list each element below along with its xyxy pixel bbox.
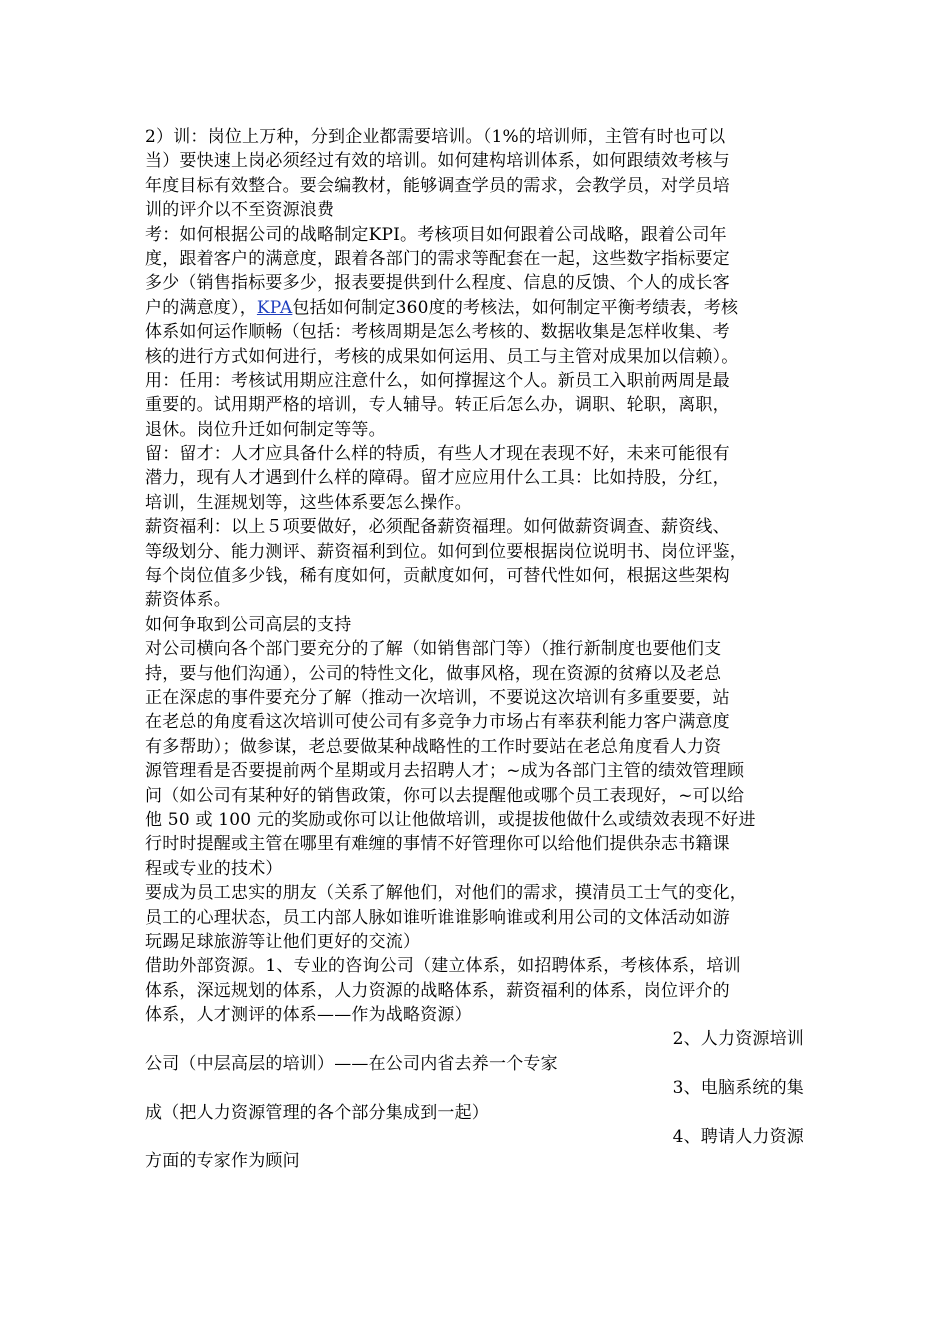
text-line: 薪资体系。 [145, 590, 231, 611]
text-line: 有多帮助）；做参谋，老总要做某种战略性的工作时要站在老总角度看人力资 [145, 736, 722, 757]
text-line: 年度目标有效整合。要会编教材，能够调查学员的需求，会教学员，对学员培 [145, 175, 730, 196]
paragraph-assessment [145, 223, 810, 369]
paragraph-heading-support [145, 613, 810, 637]
text-line: 度，跟着客户的满意度，跟着各部门的需求等配套在一起，这些数字指标要定 [145, 248, 730, 269]
text-line: 核的进行方式如何进行，考核的成果如何运用、员工与主管对成果加以信赖）。 [145, 346, 739, 367]
paragraph-employee-friend [145, 881, 810, 954]
paragraph-training [145, 125, 810, 223]
text-line: 玩踢足球旅游等让他们更好的交流） [145, 931, 421, 952]
list-item-hr-consultant [145, 1125, 810, 1174]
list-item-computer-system [145, 1076, 810, 1125]
paragraph-retention [145, 442, 810, 515]
list-item-tail: 成（把人力资源管理的各个部分集成到一起） [145, 1102, 489, 1123]
text-line: 员工的心理状态，员工内部人脉如谁听谁谁影响谁或利用公司的文体活动如游 [145, 907, 730, 928]
text-line: 源管理看是否要提前两个星期或月去招聘人才；~成为各部门主管的绩效管理顾 [145, 761, 745, 782]
text-line: 体系，人才测评的体系——作为战略资源） [145, 1005, 472, 1026]
paragraph-employment [145, 369, 810, 442]
text-line: 用：任用：考核试用期应注意什么，如何撑握这个人。新员工入职前两周是最 [145, 370, 730, 391]
list-item-head: 3、电脑系统的集 [672, 1078, 804, 1099]
text-line: 薪资福利：以上５项要做好，必须配备薪资福理。如何做薪资调查、薪资线、 [145, 517, 730, 538]
list-item-tail: 方面的专家作为顾问 [145, 1151, 300, 1172]
text-line: 要成为员工忠实的朋友（关系了解他们，对他们的需求，摸清员工士气的变化， [145, 883, 747, 904]
text-line: 重要的。试用期严格的培训，专人辅导。转正后怎么办，调职、轮职，离职， [145, 395, 730, 416]
text-line: 等级划分、能力测评、薪资福利到位。如何到位要根据岗位说明书、岗位评鉴， [145, 541, 747, 562]
text-line: 问（如公司有某种好的销售政策，你可以去提醒他或哪个员工表现好，~可以给 [145, 785, 745, 806]
text-line: 如何争取到公司高层的支持 [145, 614, 352, 635]
text-line: 借助外部资源。1、专业的咨询公司（建立体系，如招聘体系，考核体系，培训 [145, 956, 741, 977]
text-line: 在老总的角度看这次培训可使公司有多竞争力市场占有率获利能力客户满意度 [145, 712, 730, 733]
paragraph-external-resources [145, 954, 810, 1027]
text-line: 当）要快速上岗必须经过有效的培训。如何建构培训体系，如何跟绩效考核与 [145, 151, 730, 172]
text-line: 退休。岗位升迁如何制定等等。 [145, 419, 386, 440]
kpa-link[interactable]: KPA [256, 297, 293, 318]
text-line: 行时时提醒或主管在哪里有难缠的事情不好管理你可以给他们提供杂志书籍课 [145, 834, 730, 855]
text-line: 2）训：岗位上万种，分到企业都需要培训。（1%的培训师，主管有时也可以 [145, 127, 726, 147]
text-line: 正在深虑的事件要充分了解（推动一次培训，不要说这次培训有多重要要，站 [145, 687, 730, 708]
text-segment: 包括如何制定360度的考核法，如何制定平衡考绩表，考核 [292, 297, 739, 318]
list-item-tail: 公司（中层高层的培训）——在公司内省去养一个专家 [145, 1053, 558, 1074]
text-line: 考：如何根据公司的战略制定KPI。考核项目如何跟着公司战略，跟着公司年 [145, 224, 727, 245]
text-line: 潜力，现有人才遇到什么样的障碍。留才应应用什么工具：比如持股，分红， [145, 468, 730, 489]
paragraph-compensation [145, 515, 810, 613]
text-line: 每个岗位值多少钱，稀有度如何，贡献度如何，可替代性如何，根据这些架构 [145, 566, 730, 587]
text-line: 留：留才：人才应具备什么样的特质，有些人才现在表现不好，未来可能很有 [145, 444, 730, 465]
text-line: 体系，深远规划的体系，人力资源的战略体系，薪资福利的体系，岗位评介的 [145, 980, 730, 1001]
document-body [145, 125, 810, 1174]
text-line: 多少（销售指标要多少，报表要提供到什么程度、信息的反馈、个人的成长客 [145, 273, 730, 294]
list-item-head: 2、人力资源培训 [672, 1029, 804, 1050]
paragraph-departments [145, 637, 810, 881]
text-line: 持，要与他们沟通），公司的特性文化，做事风格，现在资源的贫瘠以及老总 [145, 663, 722, 684]
list-item-training-company [145, 1027, 810, 1076]
text-line: 训的评介以不至资源浪费 [145, 200, 335, 221]
list-item-head: 4、聘请人力资源 [672, 1127, 804, 1148]
text-line: 对公司横向各个部门要充分的了解（如销售部门等）（推行新制度也要他们支 [145, 639, 722, 660]
text-line-with-link [145, 296, 810, 320]
text-line: 程或专业的技术） [145, 858, 283, 879]
text-line: 培训，生涯规划等，这些体系要怎么操作。 [145, 492, 472, 513]
text-line: 体系如何运作顺畅（包括：考核周期是怎么考核的、数据收集是怎样收集、考 [145, 322, 730, 343]
text-line: 他 50 或 100 元的奖励或你可以让他做培训，或提拔他做什么或绩效表现不好进 [145, 809, 756, 830]
text-segment: 户的满意度）， [145, 297, 257, 318]
